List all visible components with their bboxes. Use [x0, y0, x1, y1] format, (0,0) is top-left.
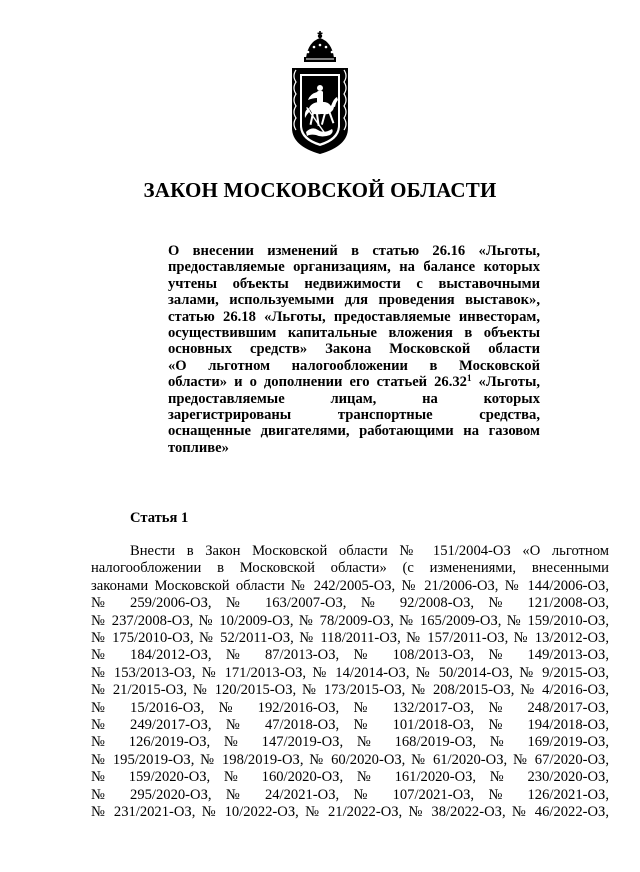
subject-line: предоставляемые лицам, на которых: [168, 390, 540, 407]
subject-line: залами, используемыми для проведения выставок»,: [168, 292, 540, 309]
subject-line-text: области» и о дополнении его статьей 26.32: [168, 374, 467, 391]
coat-of-arms-emblem: [288, 28, 352, 156]
subject-line: топливе»: [168, 439, 229, 456]
subject-line: статью 26.18 «Льготы, предоставляемые инвесторам,: [168, 308, 540, 325]
article-line: № 153/2013-ОЗ, № 171/2013-ОЗ, № 14/2014-ОЗ, № 50/2014-ОЗ, № 9/2015-ОЗ,: [91, 664, 609, 681]
subject-line-tail: «Льготы,: [471, 374, 540, 391]
article-line: Внести в Закон Московской области № 151/2004-ОЗ «О льготном: [130, 543, 609, 559]
subject-line: основных средств» Закона Московской области: [168, 341, 540, 358]
law-title: ЗАКОН МОСКОВСКОЙ ОБЛАСТИ: [143, 178, 497, 202]
article-line: № 259/2006-ОЗ, № 163/2007-ОЗ, № 92/2008-ОЗ, № 121/2008-ОЗ,: [91, 595, 609, 612]
article-line: № 159/2020-ОЗ, № 160/2020-ОЗ, № 161/2020-ОЗ, № 230/2020-ОЗ,: [91, 769, 609, 786]
subject-line: оснащенные двигателями, работающими на газовом: [168, 423, 540, 440]
subject-line-with-superscript: [168, 374, 540, 390]
article-body: [91, 543, 609, 822]
article-heading: Статья 1: [130, 510, 189, 526]
subject-line: осуществившим капитальные вложения в объекты: [168, 325, 540, 342]
subject-line: зарегистрированы транспортные средства,: [168, 407, 540, 424]
article-line: № 21/2015-ОЗ, № 120/2015-ОЗ, № 173/2015-ОЗ, № 208/2015-ОЗ, № 4/2016-ОЗ,: [91, 682, 609, 699]
subject-line: «О льготном налогообложении в Московской: [168, 357, 540, 374]
article-line: налогообложении в Московской области» (с изменениями, внесенными: [91, 560, 609, 577]
article-line: № 15/2016-ОЗ, № 192/2016-ОЗ, № 132/2017-ОЗ, № 248/2017-ОЗ,: [91, 699, 609, 716]
article-line: № 126/2019-ОЗ, № 147/2019-ОЗ, № 168/2019-ОЗ, № 169/2019-ОЗ,: [91, 734, 609, 751]
article-line: № 184/2012-ОЗ, № 87/2013-ОЗ, № 108/2013-ОЗ, № 149/2013-ОЗ,: [91, 647, 609, 664]
article-line: № 237/2008-ОЗ, № 10/2009-ОЗ, № 78/2009-ОЗ, № 165/2009-ОЗ, № 159/2010-ОЗ,: [91, 612, 609, 629]
article-line: законами Московской области № 242/2005-ОЗ, № 21/2006-ОЗ, № 144/2006-ОЗ,: [91, 577, 609, 594]
subject-line: учтены объекты недвижимости с выставочными: [168, 275, 540, 292]
article-line: № 195/2019-ОЗ, № 198/2019-ОЗ, № 60/2020-ОЗ, № 61/2020-ОЗ, № 67/2020-ОЗ,: [91, 751, 609, 768]
article-line: № 295/2020-ОЗ, № 24/2021-ОЗ, № 107/2021-ОЗ, № 126/2021-ОЗ,: [91, 786, 609, 803]
law-subject-heading: [168, 243, 540, 456]
subject-line: предоставляемые организациям, на балансе которых: [168, 259, 540, 276]
article-line: № 175/2010-ОЗ, № 52/2011-ОЗ, № 118/2011-ОЗ, № 157/2011-ОЗ, № 13/2012-ОЗ,: [91, 630, 609, 647]
subject-line: О внесении изменений в статью 26.16 «Льготы,: [168, 243, 540, 259]
article-line: № 249/2017-ОЗ, № 47/2018-ОЗ, № 101/2018-ОЗ, № 194/2018-ОЗ,: [91, 717, 609, 734]
article-line: № 231/2021-ОЗ, № 10/2022-ОЗ, № 21/2022-ОЗ, № 38/2022-ОЗ, № 46/2022-ОЗ,: [91, 804, 609, 821]
article-superscript: 1: [466, 373, 472, 384]
